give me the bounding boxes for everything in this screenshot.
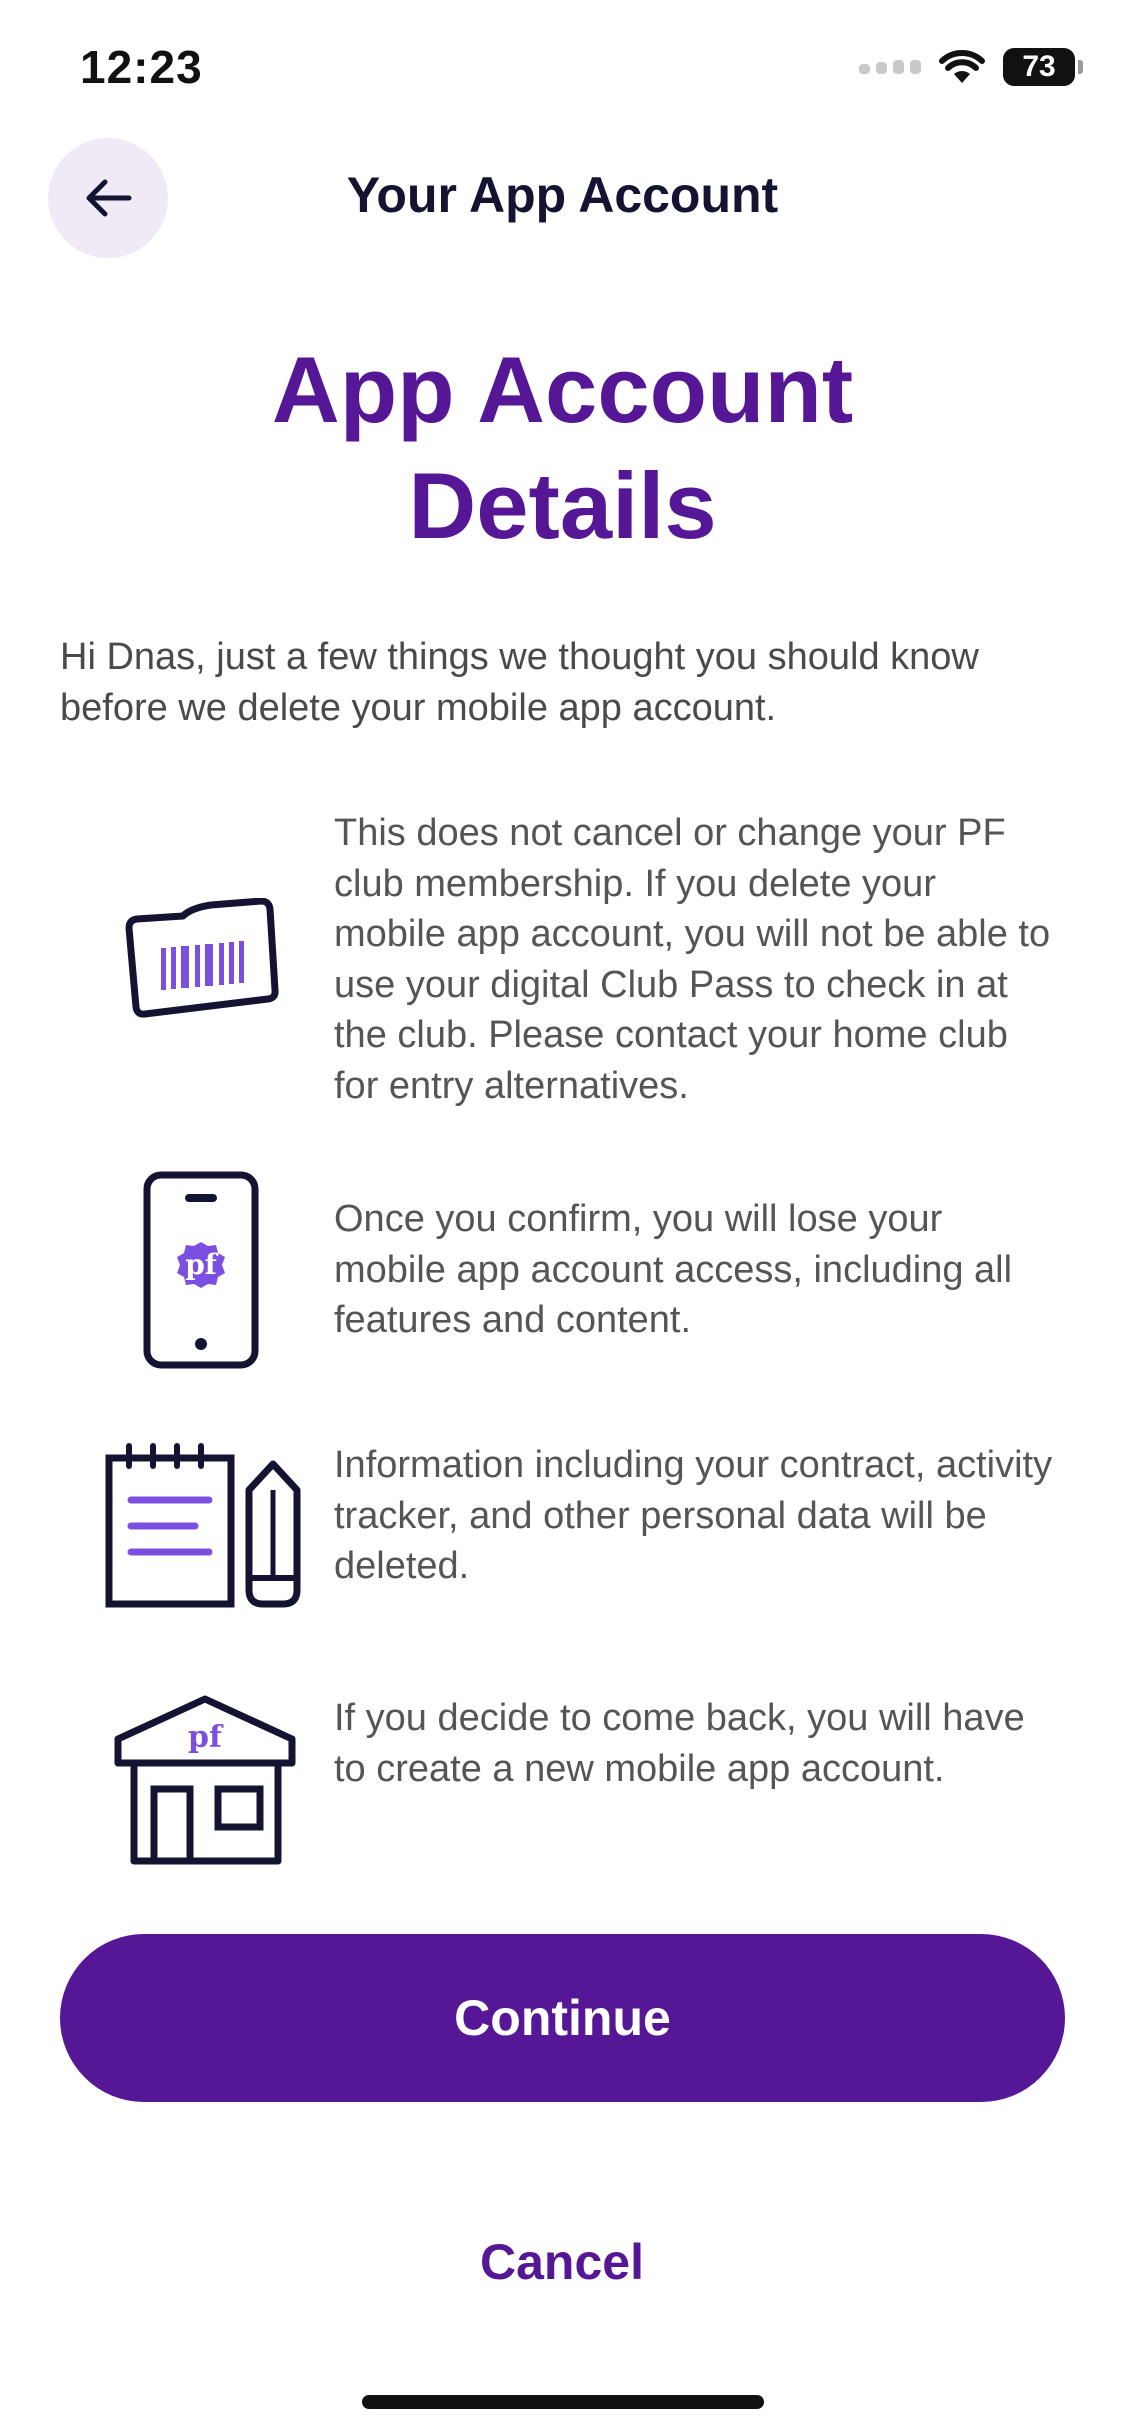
battery-icon: 73	[1003, 48, 1075, 86]
cancel-button[interactable]: Cancel	[362, 2222, 762, 2302]
notepad-pencil-icon	[90, 1440, 310, 1610]
info-text: This does not cancel or change your PF club membership. If you delete your mobile app account, you will not be able to use your digital Club Pass to check in at the club. Please contact your home club for entry alternatives.	[334, 812, 1051, 1107]
status-time: 12:23	[80, 41, 203, 93]
intro-text: Hi Dnas, just a few things we thought you should know before we delete your mobile app account.	[60, 636, 979, 729]
continue-button[interactable]: Continue	[60, 1934, 1065, 2102]
info-text: Once you confirm, you will lose your mobile app account access, including all features and content.	[334, 1198, 1013, 1341]
club-building-icon	[100, 1693, 310, 1869]
phone-logo-text: pf	[185, 1248, 217, 1281]
club-pass-card-icon	[96, 898, 306, 1028]
page-title-line-1: App Account	[271, 337, 854, 442]
wifi-icon	[939, 49, 985, 85]
status-bar	[0, 0, 1125, 140]
info-text: Information including your contract, activity tracker, and other personal data will be deleted.	[334, 1444, 1053, 1587]
phone-app-icon	[96, 1170, 306, 1370]
signal-icon	[859, 60, 921, 74]
page-title	[0, 332, 1125, 564]
info-text: If you decide to come back, you will have to create a new mobile app account.	[334, 1697, 1025, 1790]
header-title: Your App Account	[346, 167, 779, 223]
building-logo-text: pf	[188, 1720, 222, 1755]
navigation-header	[0, 138, 1125, 258]
home-indicator	[362, 2395, 764, 2409]
page-title-line-2: Details	[408, 453, 717, 558]
status-icons	[859, 48, 1075, 86]
